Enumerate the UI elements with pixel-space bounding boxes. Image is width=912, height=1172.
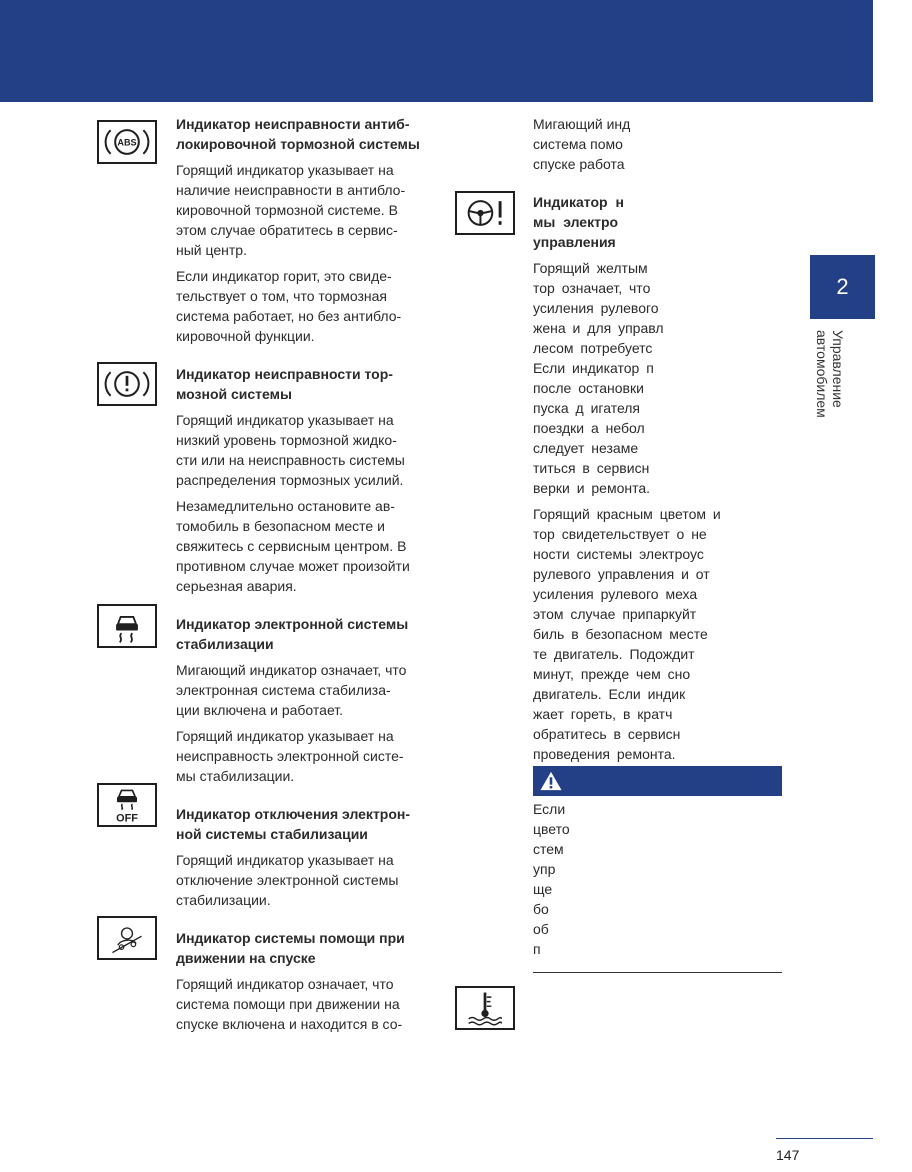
- section-title: Индикатор н мы электро управления: [533, 194, 624, 250]
- chapter-tab: [810, 255, 875, 319]
- page-number-rule: [776, 1138, 873, 1139]
- section-title: Индикатор отключения электрон- ной системы стабилизации: [176, 806, 411, 842]
- paragraph: Горящий индикатор означает, что система помощи при движении на спуске включена и находится в со-: [176, 976, 403, 1032]
- section-esc-off: [176, 804, 425, 910]
- brake-warning-icon: [97, 362, 157, 406]
- warning-triangle-icon: [538, 770, 564, 792]
- paragraph: Мигающий индикатор означает, что электронная система стабилиза- ции включена и работает.: [176, 662, 407, 718]
- warning-text: Если цвето стем упр ще бо об п: [533, 801, 570, 957]
- svg-text:ABS: ABS: [117, 137, 137, 148]
- section-title: Индикатор неисправности тор- мозной системы: [176, 366, 393, 402]
- paragraph: Горящий индикатор указывает на низкий уровень тормозной жидко- сти или на неисправность системы распределения тормозных усилий.: [176, 412, 405, 488]
- paragraph: Если индикатор горит, это свиде- тельствует о том, что тормозная система работает, но без антибло- кировочной функции.: [176, 268, 402, 344]
- section-hill-descent: [176, 928, 425, 1034]
- left-column: [176, 114, 425, 1034]
- paragraph: Мигающий инд система помо спуске работа: [533, 116, 631, 172]
- header-bar: [0, 0, 873, 102]
- coolant-temperature-icon: [455, 986, 515, 1030]
- hill-descent-icon: [97, 916, 157, 960]
- esc-off-icon: [97, 783, 157, 827]
- chapter-title-line: автомобилем: [814, 330, 830, 418]
- section-brake: [176, 364, 425, 596]
- section-esc: [176, 614, 425, 786]
- abs-warning-icon: [97, 120, 157, 164]
- chapter-title: [814, 330, 874, 450]
- paragraph: Незамедлительно остановите ав- томобиль в безопасном месте и свяжитесь с сервисным центром. В противном случае может произойти серьезная авария.: [176, 498, 410, 594]
- warning-divider: [533, 972, 782, 973]
- section-title: Индикатор электронной системы стабилизации: [176, 616, 409, 652]
- paragraph: Горящий красным цветом и тор свидетельствует о не ности системы электроус рулевого управления и от усиления рулевого меха этом случае припаркуйт биль в безопасном месте те двигатель. Подождит минут, прежде чем сно двигатель. Если индик жает гореть, в кратч обратитесь в сервисн проведения ремонта.: [533, 506, 721, 762]
- svg-text:OFF: OFF: [116, 812, 138, 825]
- paragraph: Горящий индикатор указывает на наличие неисправности в антибло- кировочной тормозной системе. В этом случае обратитесь в сервис- ный центр.: [176, 162, 406, 258]
- warning-header: [533, 766, 782, 796]
- esc-skid-icon: [97, 604, 157, 648]
- paragraph: Горящий желтым тор означает, что усиления рулевого жена и для управл лесом потребуетс Если индикатор п после остановки пуска д игателя поездки а небол следует незаме титься в сервисн верки и ремонта.: [533, 260, 664, 496]
- chapter-number: 2: [836, 274, 849, 299]
- section-title: Индикатор системы помощи при движении на спуске: [176, 930, 405, 966]
- page-number: 147: [776, 1147, 800, 1163]
- right-column: [533, 114, 782, 764]
- paragraph: Горящий индикатор указывает на отключение электронной системы стабилизации.: [176, 852, 399, 908]
- section-title: Индикатор неисправности антиб- локировочной тормозной системы: [176, 116, 420, 152]
- chapter-title-line: Управление: [830, 330, 846, 408]
- paragraph: Горящий индикатор указывает на неисправность электронной систе- мы стабилизации.: [176, 728, 404, 784]
- steering-warning-icon: [455, 191, 515, 235]
- section-abs: [176, 114, 425, 346]
